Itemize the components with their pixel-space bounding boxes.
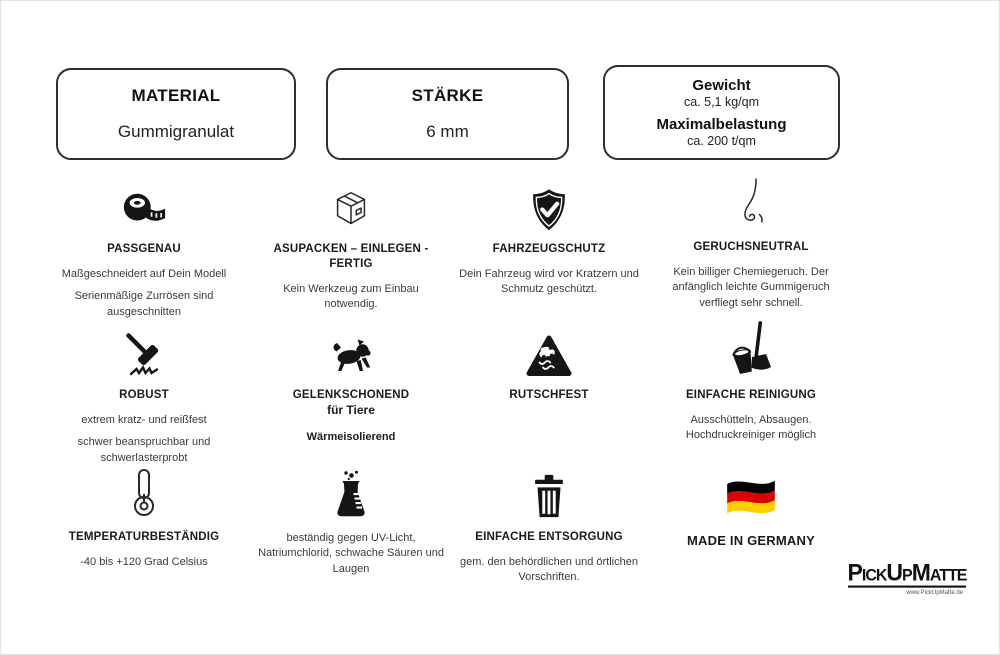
weight-spec-box [603,65,840,160]
feature-title: TEMPERATURBESTÄNDIG [68,531,220,543]
beaker-icon [327,465,375,521]
feature-gelenkschonend [251,327,451,443]
feature-temperatur [44,465,244,570]
thickness-value: 6 mm [426,122,469,141]
feature-title: GERUCHSNEUTRAL [693,241,809,253]
brand-logo [843,558,971,596]
shield-check-icon [526,181,572,233]
maxload-title: Maximalbelastung [656,116,787,133]
feature-geruchsneutral [651,179,851,311]
feature-title: FAHRZEUGSCHUTZ [492,243,606,255]
weight-title: Gewicht [692,77,751,94]
feature-title: ASUPACKEN – EINLEGEN - FERTIG [273,243,429,270]
slippery-road-sign-icon [525,327,573,379]
feature-passgenau [44,181,244,320]
feature-text: gem. den behördlichen und örtlichen Vorschriften. [460,555,638,584]
trash-can-icon [526,465,572,521]
hammer-icon [120,327,168,379]
feature-text: schwer beanspruchbar und schwerlasterprobt [77,436,211,464]
feature-title: ROBUST [119,389,169,401]
playing-dog-icon [327,327,375,379]
bucket-broom-icon [726,319,776,379]
feature-text: Ausschütteln, Absaugen. Hochdruckreiniger möglich [685,413,817,442]
nose-icon [727,179,775,231]
feature-text: Serienmäßige Zurrösen sind ausgeschnitten [74,290,214,318]
feature-title: RUTSCHFEST [509,389,589,401]
thickness-spec-box [326,68,569,160]
material-spec-box [56,68,296,160]
feature-entsorgung [449,465,649,586]
thickness-title: STÄRKE [411,86,484,105]
feature-text: Maßgeschneidert auf Dein Modell [61,267,227,280]
feature-made-in-germany [651,469,851,550]
measuring-tape-icon [121,181,167,233]
feature-reinigung [651,319,851,444]
feature-title: GELENKSCHONEND [292,389,410,401]
material-title: MATERIAL [131,86,221,105]
feature-robust [44,327,244,466]
thermometer-icon [120,465,168,521]
feature-fahrzeugschutz [449,181,649,298]
feature-title: EINFACHE ENTSORGUNG [475,531,623,543]
german-flag-icon [725,469,777,519]
weight-value: ca. 5,1 kg/qm [683,95,760,109]
feature-title: PASSGENAU [107,243,181,255]
feature-text: Kein billiger Chemiegeruch. Der anfänglich leichte Gummigeruch verfliegt sehr schnell. [672,265,830,309]
feature-auspacken [251,181,451,313]
feature-text: beständig gegen UV-Licht, Natriumchlorid, schwache Säuren und Laugen [258,532,444,575]
brand-website: www.PickUpMatte.de [906,590,963,596]
feature-text: Kein Werkzeug zum Einbau notwendig. [283,282,419,311]
feature-title: MADE IN GERMANY [687,533,815,548]
material-value: Gummigranulat [117,122,235,141]
feature-text: Dein Fahrzeug wird vor Kratzern und Schmutz geschützt. [459,267,639,296]
feature-chemiebestaendig [251,465,451,577]
feature-subtitle: für Tiere [327,402,375,417]
feature-text: -40 bis +120 Grad Celsius [80,555,208,568]
feature-bold-text: Wärmeisolierend [306,430,396,443]
maxload-value: ca. 200 t/qm [687,134,756,148]
feature-rutschfest [449,327,649,403]
feature-text: extrem kratz- und reißfest [81,413,207,426]
feature-title: EINFACHE REINIGUNG [685,389,817,401]
cardboard-box-icon [328,181,374,233]
brand-name: PickUpMatte [848,560,967,587]
